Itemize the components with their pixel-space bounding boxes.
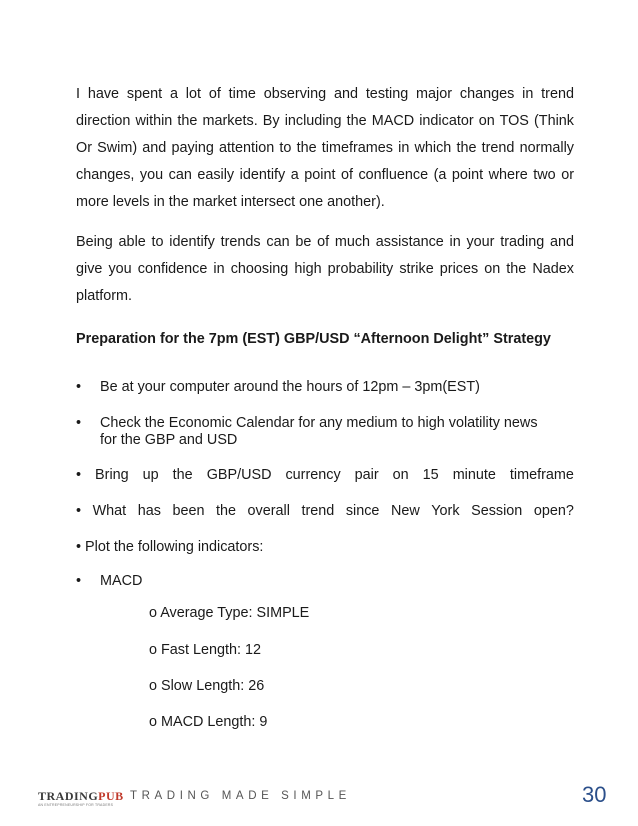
list-item-word: Session — [471, 503, 523, 519]
list-item-text: MACD — [100, 573, 143, 589]
list-item-word: up — [142, 467, 159, 483]
list-item — [76, 465, 574, 485]
macd-setting: o Average Type: SIMPLE — [149, 605, 310, 621]
section-heading: Preparation for the 7pm (EST) GBP/USD “Afternoon Delight” Strategy — [76, 331, 551, 347]
logo-main-text: TRADING — [38, 789, 99, 803]
list-item-word: been — [172, 503, 205, 519]
list-item-word: overall — [247, 503, 290, 519]
trends-paragraph: Being able to identify trends can be of much assistance in your trading and give you confidence in choosing high probability strike prices on the Nadex platform. — [76, 234, 574, 304]
list-item-word: New — [390, 503, 420, 519]
list-item-word: minute — [452, 467, 496, 483]
list-item-text: Check the Economic Calendar for any medium to high volatility news — [100, 415, 538, 431]
list-item-word: has — [137, 503, 161, 519]
list-item-text: Be at your computer around the hours of 12pm – 3pm(EST) — [100, 379, 480, 395]
list-item-word: 15 — [422, 467, 439, 483]
list-item-word: York — [431, 503, 460, 519]
list-item-word: GBP/USD — [206, 467, 272, 483]
macd-setting: o Slow Length: 26 — [149, 678, 265, 694]
list-item-word: trend — [301, 503, 335, 519]
list-item-word: • — [76, 503, 82, 519]
macd-setting: o Fast Length: 12 — [149, 642, 262, 658]
list-item-text-continued: for the GBP and USD — [100, 432, 238, 448]
list-item: • Plot the following indicators: — [76, 539, 264, 555]
bullet-marker: • — [76, 379, 82, 395]
list-item-word: on — [392, 467, 409, 483]
list-item-word: • — [76, 467, 82, 483]
list-item — [76, 501, 574, 521]
list-item-word: pair — [354, 467, 379, 483]
list-item-word: the — [172, 467, 193, 483]
list-item-word: since — [345, 503, 380, 519]
list-item-word: Bring — [95, 467, 129, 483]
page-number: 30 — [582, 782, 607, 807]
logo-subtext: AN ENTREPRENEURSHIP FOR TRADERS — [38, 803, 114, 807]
logo-accent-text: PUB — [98, 789, 124, 803]
list-item-word: open? — [533, 503, 574, 519]
macd-setting: o MACD Length: 9 — [149, 714, 268, 730]
list-item-word: currency — [285, 467, 341, 483]
bullet-marker: • — [76, 573, 82, 589]
tradingpub-logo — [38, 789, 124, 808]
list-item-word: What — [92, 503, 127, 519]
intro-paragraph: I have spent a lot of time observing and testing major changes in trend direction within the markets. By including the MACD indicator on TOS (Think Or Swim) and paying attention to the timeframes in which the trend normally changes, you can easily identify a point of confluence (a point where two or more levels in the market intersect one another). — [76, 86, 574, 210]
bullet-marker: • — [76, 415, 82, 431]
list-item-word: timeframe — [509, 467, 574, 483]
list-item-word: the — [215, 503, 236, 519]
footer-tagline: TRADING MADE SIMPLE — [130, 790, 351, 802]
